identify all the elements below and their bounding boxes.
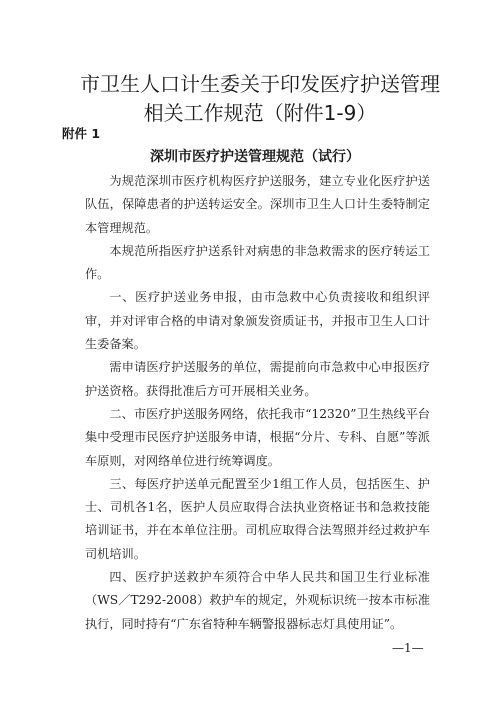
paragraph-section-3: 三、每医疗护送单元配置至少1组工作人员，包括医生、护士、司机各1名，医护人员应取得合法执业资格证书和急救技能培训证书，并在本单位注册。司机应取得合法驾照并经过救护车司机培训。	[85, 476, 430, 561]
paragraph-section-1: 一、医疗护送业务申报，由市急救中心负责接收和组织评审，并对评审合格的申请对象颁发资质证书，并报市卫生人口计生委备案。	[85, 290, 430, 352]
document-body	[85, 170, 430, 636]
document-title-line-1: 市卫生人口计生委关于印发医疗护送管理	[80, 72, 440, 96]
regulation-subtitle: 深圳市医疗护送管理规范（试行）	[150, 149, 360, 165]
paragraph-section-2: 二、市医疗护送服务网络，依托我市“12320”卫生热线平台集中受理市民医疗护送服务申请，根据“分片、专科、自愿”等派车原则，对网络单位进行统筹调度。	[85, 406, 430, 468]
attachment-label: 附件 1	[62, 126, 101, 141]
paragraph-section-1-detail: 需申请医疗护送服务的单位，需提前向市急救中心申报医疗护送资格。获得批准后方可开展相关业务。	[85, 360, 430, 398]
paragraph-section-4: 四、医疗护送救护车须符合中华人民共和国卫生行业标准（WS／T292-2008）救护车的规定，外观标识统一按本市标准执行，同时持有“广东省特种车辆警报器标志灯具使用证”。	[85, 570, 430, 631]
paragraph-scope: 本规范所指医疗护送系针对病患的非急救需求的医疗转运工作。	[85, 243, 430, 282]
document-title-line-2: 相关工作规范（附件1-9）	[143, 101, 377, 125]
page-number: —1—	[392, 641, 424, 655]
document-title	[60, 70, 460, 128]
paragraph-intro: 为规范深圳市医疗机构医疗护送服务，建立专业化医疗护送队伍，保障患者的护送转运安全。深圳市卫生人口计生委特制定本管理规范。	[85, 174, 430, 235]
